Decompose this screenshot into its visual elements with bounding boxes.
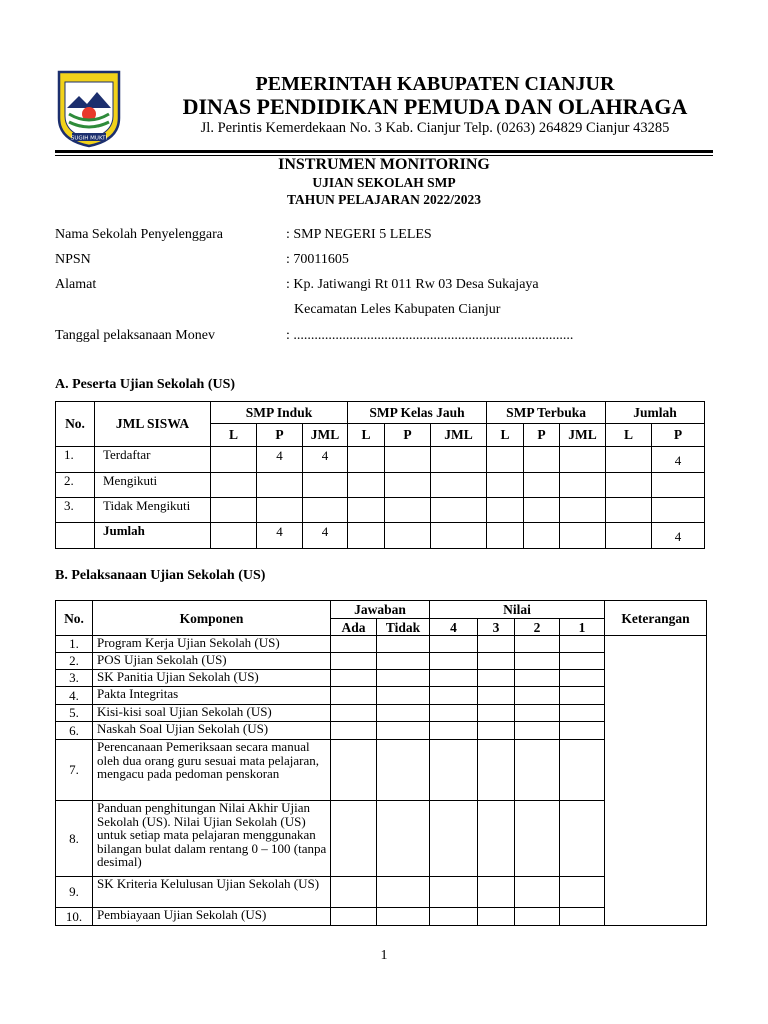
row-no: 6. (56, 722, 93, 740)
row-komponen: Naskah Soal Ujian Sekolah (US) (93, 722, 331, 740)
table-row (56, 473, 705, 498)
monev-date-label: Tanggal pelaksanaan Monev (55, 328, 215, 343)
header-p: P (257, 424, 303, 447)
office-address: Jl. Perintis Kemerdekaan No. 3 Kab. Cianjur Telp. (0263) 264829 Cianjur 43285 (200, 120, 670, 136)
table-row (56, 636, 707, 653)
row-komponen: Kisi-kisi soal Ujian Sekolah (US) (93, 705, 331, 722)
row-no: 1. (56, 636, 93, 653)
header-jumlah: Jumlah (606, 402, 705, 424)
header-keterangan: Keterangan (605, 601, 707, 636)
npsn-label: NPSN (55, 252, 91, 267)
implementation-table (55, 600, 707, 926)
header-l: L (487, 424, 524, 447)
header-nilai-2: 2 (515, 619, 560, 636)
header-no: No. (56, 402, 95, 447)
document-title: INSTRUMEN MONITORING (278, 156, 490, 173)
row-komponen: Pembiayaan Ujian Sekolah (US) (93, 908, 331, 926)
document-subtitle: UJIAN SEKOLAH SMP (312, 175, 456, 190)
jumlah-p-value: 4 (652, 447, 705, 473)
row-no: 3. (56, 498, 95, 523)
academic-year: TAHUN PELAJARAN 2022/2023 (286, 192, 481, 207)
monev-date-value: : ................................................................................ (286, 328, 574, 343)
header-jml: JML (431, 424, 487, 447)
total-induk-jml: 4 (303, 523, 348, 549)
header-jml: JML (560, 424, 606, 447)
row-komponen: Pakta Integritas (93, 687, 331, 705)
row-komponen: Program Kerja Ujian Sekolah (US) (93, 636, 331, 653)
total-induk-p: 4 (257, 523, 303, 549)
address-value: : Kp. Jatiwangi Rt 011 Rw 03 Desa Sukajaya (286, 277, 539, 292)
row-komponen: SK Kriteria Kelulusan Ujian Sekolah (US) (93, 877, 331, 908)
row-no: 4. (56, 687, 93, 705)
table-row (56, 498, 705, 523)
row-komponen: SK Panitia Ujian Sekolah (US) (93, 670, 331, 687)
row-no: 2. (56, 473, 95, 498)
header-jawaban: Jawaban (331, 601, 430, 619)
school-name-value: : SMP NEGERI 5 LELES (286, 227, 432, 242)
row-label: Terdaftar (95, 447, 211, 473)
row-komponen: Perencanaan Pemeriksaan secara manual oleh dua orang guru sesuai mata pelajaran, mengacu pada pedoman penskoran (93, 740, 331, 801)
header-l: L (606, 424, 652, 447)
induk-p-value: 4 (257, 447, 303, 473)
row-no: 8. (56, 801, 93, 877)
row-no: 3. (56, 670, 93, 687)
header-l: L (348, 424, 385, 447)
header-ada: Ada (331, 619, 377, 636)
header-nilai: Nilai (430, 601, 605, 619)
section-a-title: A. Peserta Ujian Sekolah (US) (55, 377, 236, 392)
header-jml-siswa: JML SISWA (95, 402, 211, 447)
department-name: DINAS PENDIDIKAN PEMUDA DAN OLAHRAGA (182, 94, 688, 119)
header-komponen: Komponen (93, 601, 331, 636)
table-row-total (56, 523, 705, 549)
keterangan-cell (605, 636, 707, 926)
row-no: 5. (56, 705, 93, 722)
header-tidak: Tidak (377, 619, 430, 636)
cianjur-regency-emblem (57, 70, 121, 148)
row-no: 1. (56, 447, 95, 473)
row-no: 10. (56, 908, 93, 926)
header-smp-kelas-jauh: SMP Kelas Jauh (348, 402, 487, 424)
header-nilai-1: 1 (560, 619, 605, 636)
row-no: 2. (56, 653, 93, 670)
header-smp-terbuka: SMP Terbuka (487, 402, 606, 424)
letterhead-rule-thick (55, 150, 713, 153)
header-smp-induk: SMP Induk (211, 402, 348, 424)
header-jml: JML (303, 424, 348, 447)
logo-motto: SUGIH MUKTI (70, 135, 108, 142)
induk-jml-value: 4 (303, 447, 348, 473)
address-label: Alamat (55, 277, 97, 292)
total-jumlah-p: 4 (652, 523, 705, 549)
row-komponen: POS Ujian Sekolah (US) (93, 653, 331, 670)
header-nilai-3: 3 (478, 619, 515, 636)
header-no: No. (56, 601, 93, 636)
participants-table (55, 401, 705, 549)
address-value-line2: Kecamatan Leles Kabupaten Cianjur (294, 302, 501, 317)
row-label: Tidak Mengikuti (95, 498, 211, 523)
table-row (56, 447, 705, 473)
row-no: 7. (56, 740, 93, 801)
header-nilai-4: 4 (430, 619, 478, 636)
header-l: L (211, 424, 257, 447)
section-b-title: B. Pelaksanaan Ujian Sekolah (US) (55, 568, 266, 583)
row-label: Mengikuti (95, 473, 211, 498)
school-name-label: Nama Sekolah Penyelenggara (55, 227, 223, 242)
npsn-value: : 70011605 (286, 252, 349, 267)
row-no: 9. (56, 877, 93, 908)
header-p: P (652, 424, 705, 447)
row-komponen: Panduan penghitungan Nilai Akhir Ujian Sekolah (US). Nilai Ujian Sekolah (US) untuk setiap mata pelajaran menggunakan bilangan bulat dalam rentang 0 – 100 (tanpa desimal) (93, 801, 331, 877)
page-number: 1 (380, 948, 388, 963)
header-p: P (385, 424, 431, 447)
total-label: Jumlah (95, 523, 211, 549)
header-p: P (524, 424, 560, 447)
government-name: PEMERINTAH KABUPATEN CIANJUR (255, 73, 615, 95)
